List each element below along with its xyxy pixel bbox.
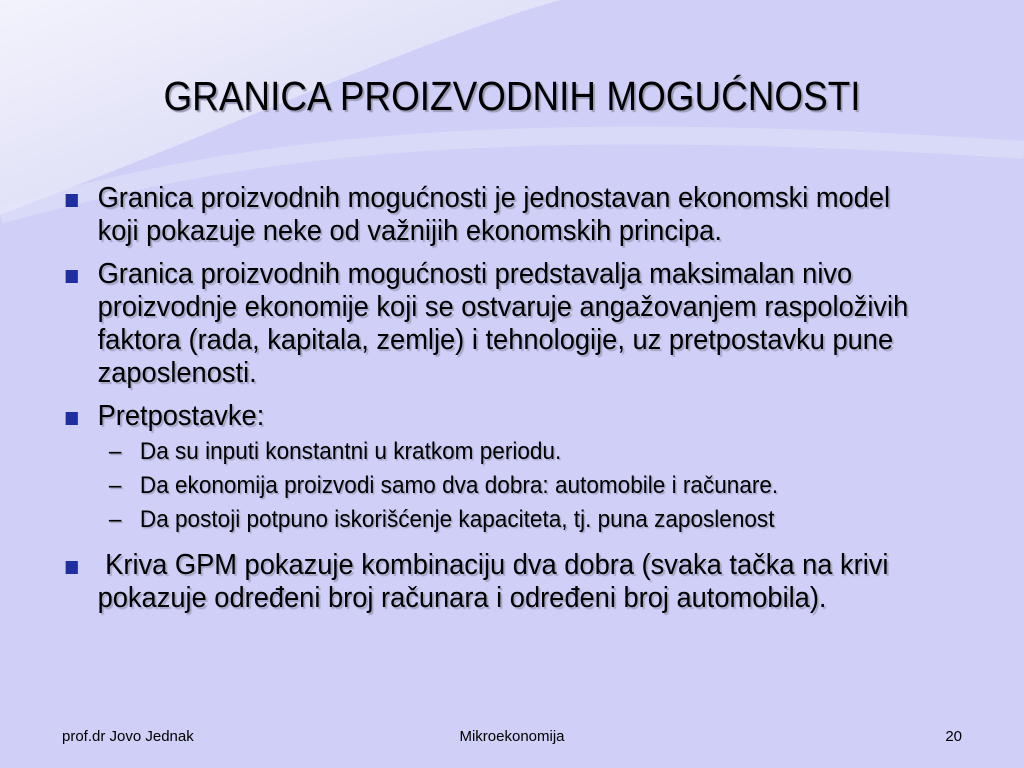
square-bullet-icon [66, 561, 78, 574]
bullet-item [60, 182, 925, 248]
square-bullet-icon [66, 270, 78, 283]
footer-course: Mikroekonomija [459, 728, 565, 745]
bullet-text: Granica proizvodnih mogućnosti je jednostavan ekonomski model koji pokazuje neke od važnijih ekonomskih principa. [97, 182, 891, 247]
sub-bullet-text: Da su inputi konstantni u kratkom periodu. [139, 438, 562, 465]
footer-page-number: 20 [945, 728, 962, 745]
sub-bullet-list [60, 435, 925, 537]
dash-bullet-icon: – [108, 506, 122, 533]
slide-title: GRANICA PROIZVODNIH MOGUĆNOSTI [163, 73, 861, 119]
square-bullet-icon [66, 194, 78, 207]
sub-bullet-text: Da ekonomija proizvodi samo dva dobra: automobile i računare. [139, 472, 779, 499]
footer-author: prof.dr Jovo Jednak [62, 728, 194, 745]
bullet-item [60, 400, 925, 433]
bullet-text: Kriva GPM pokazuje kombinaciju dva dobra (svaka tačka na krivi pokazuje određeni broj računara i određeni broj automobila). [97, 549, 897, 614]
sub-bullet-item [60, 435, 925, 469]
sub-bullet-item [60, 469, 925, 503]
bullet-text: Pretpostavke: [97, 400, 265, 432]
bullet-list [60, 182, 925, 625]
dash-bullet-icon: – [108, 438, 122, 465]
bullet-text: Granica proizvodnih mogućnosti predstavalja maksimalan nivo proizvodnje ekonomije koji se ostvaruje angažovanjem raspoloživih faktora (rada, kapitala, zemlje) i tehnologije, uz pretpostavku pune zaposlenosti. [97, 258, 909, 389]
dash-bullet-icon: – [108, 472, 122, 499]
sub-bullet-item [60, 503, 925, 537]
bullet-item [60, 549, 925, 615]
sub-bullet-text: Da postoji potpuno iskorišćenje kapaciteta, tj. puna zaposlenost [139, 506, 775, 533]
bullet-item [60, 258, 925, 390]
square-bullet-icon [66, 412, 78, 425]
